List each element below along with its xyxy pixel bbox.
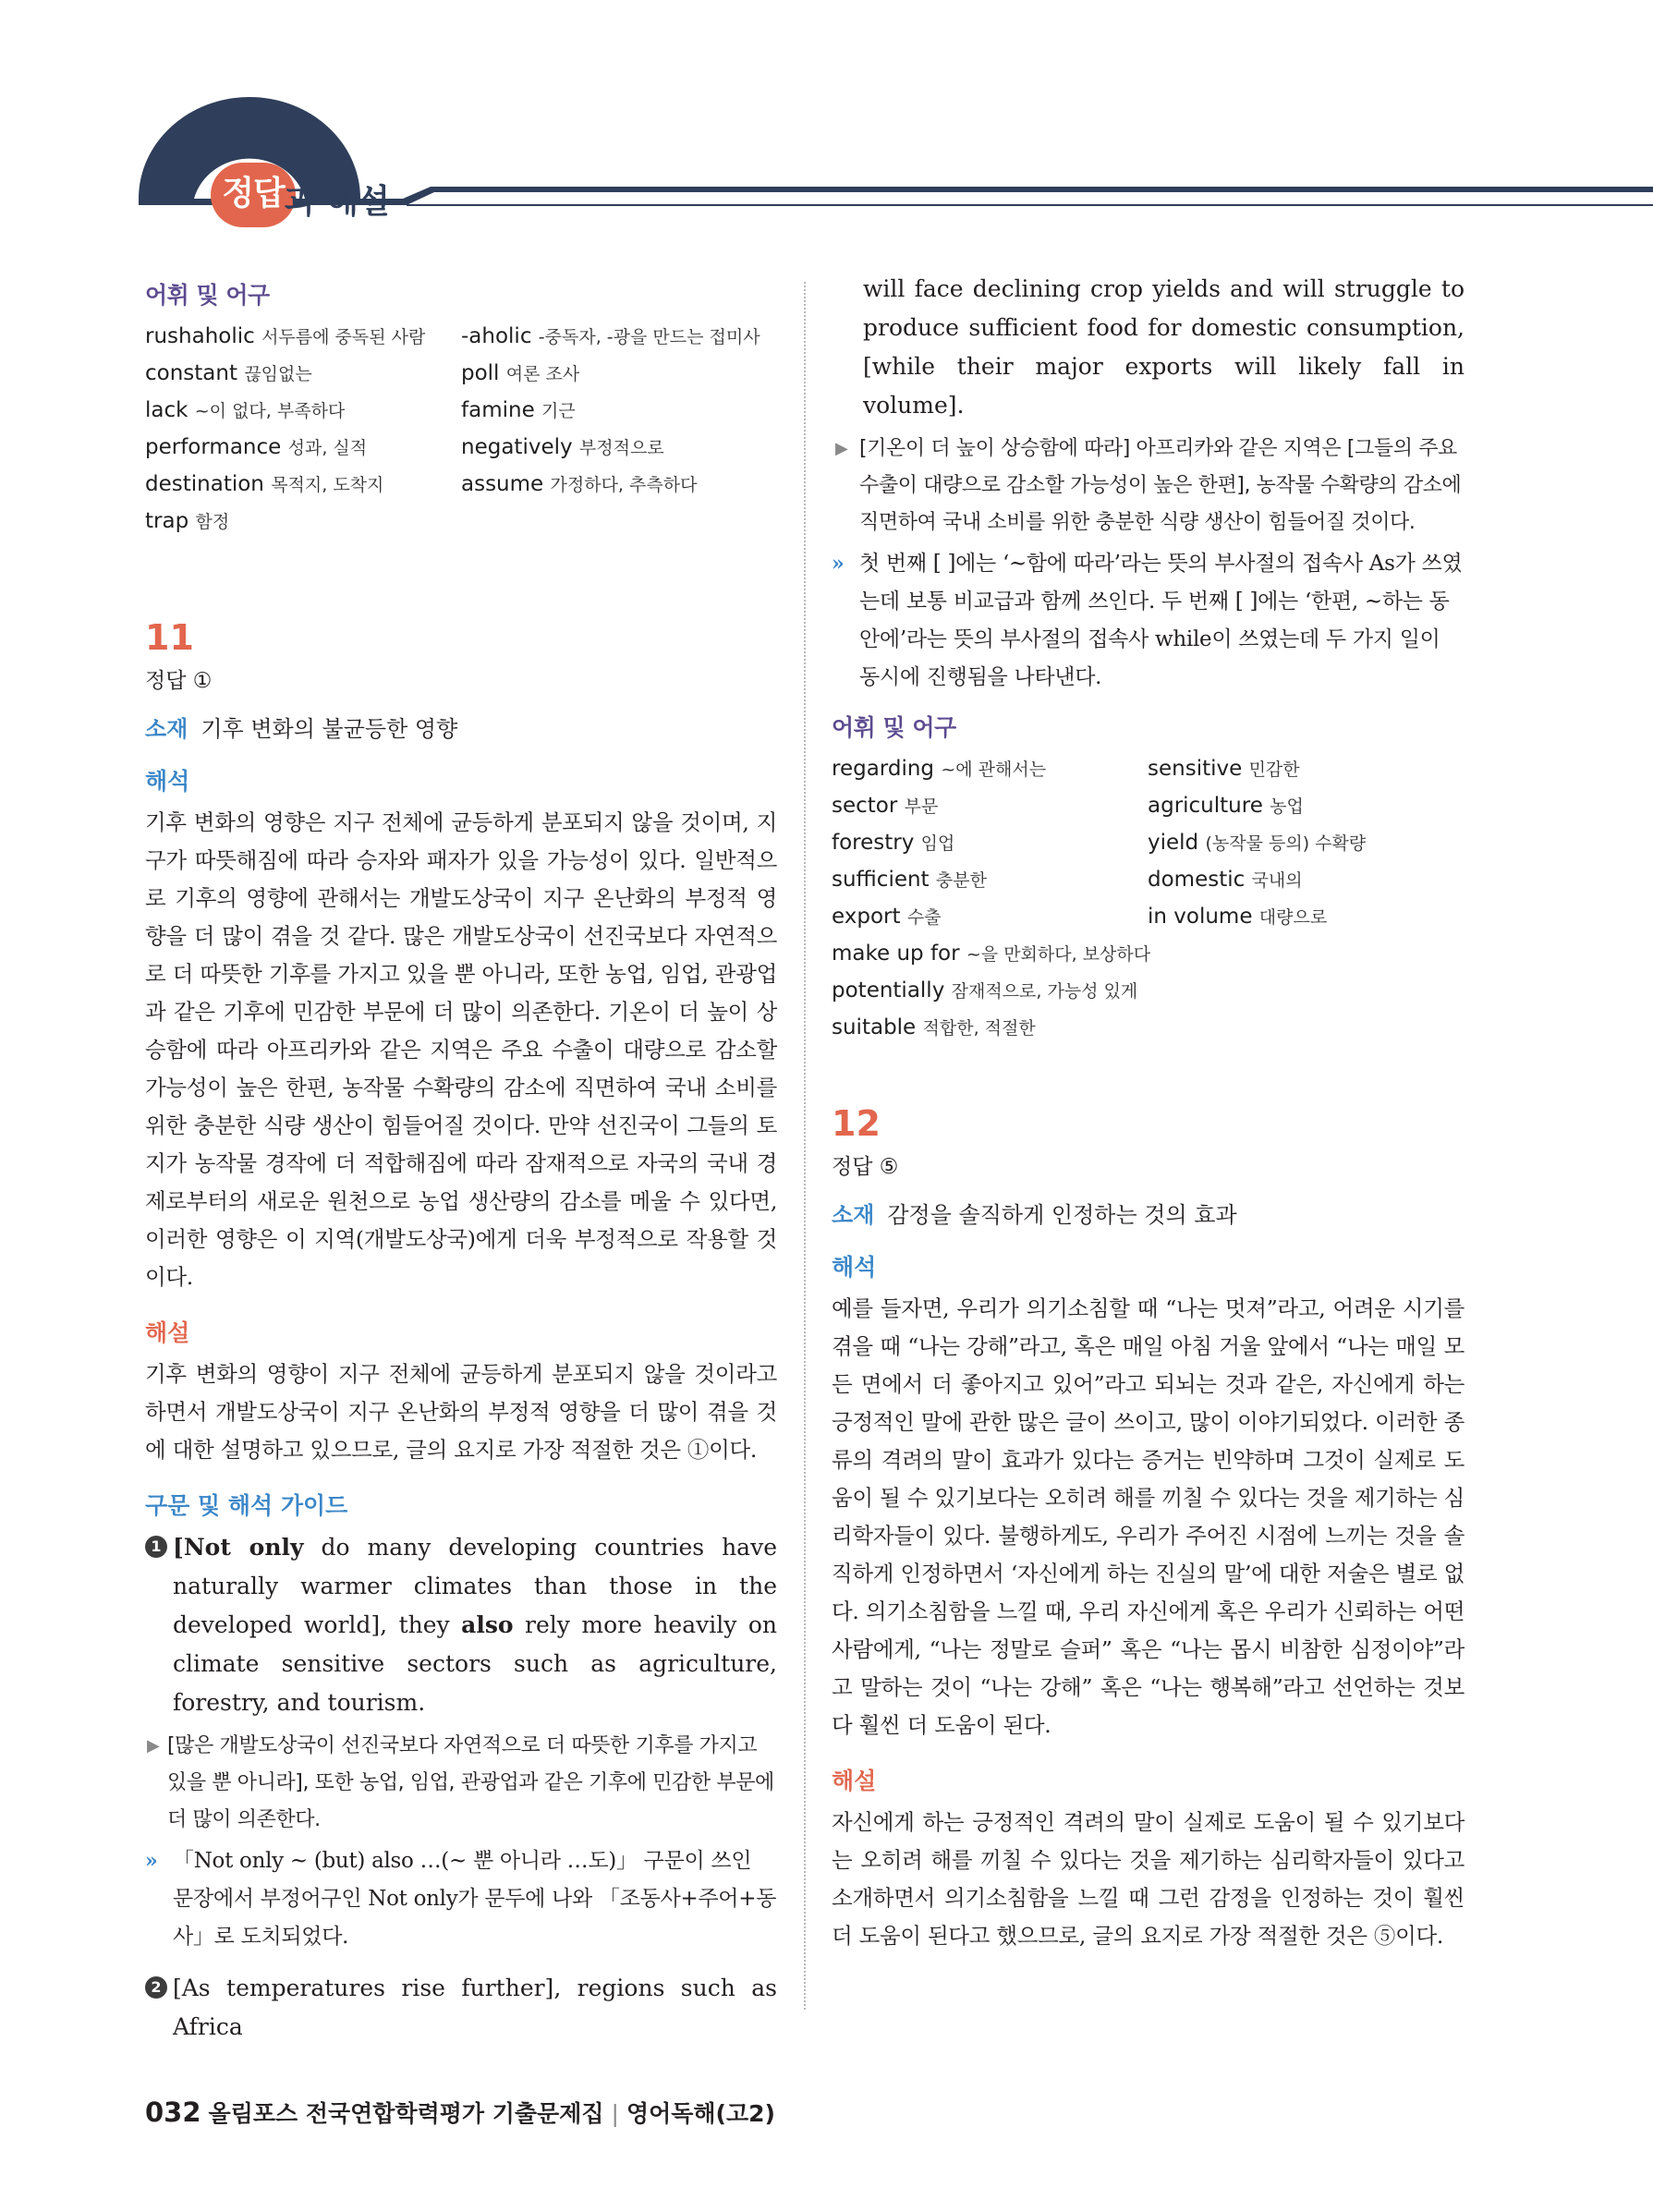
vocab-list — [832, 756, 1465, 931]
vocab-item — [145, 508, 461, 536]
vocab-meaning: 대량으로 — [1258, 907, 1328, 928]
page-number: 032 — [145, 2097, 201, 2128]
vocab-word: constant — [145, 361, 237, 385]
example-sentence-1 — [145, 1528, 777, 1722]
vocab-item — [145, 397, 461, 425]
vocab-heading: 어휘 및 어구 — [145, 282, 270, 309]
guide-heading: 구문 및 해석 가이드 — [145, 1492, 348, 1519]
vocab-meaning: 가정하다, 추측하다 — [550, 475, 698, 495]
vocab-meaning: 국내의 — [1251, 870, 1303, 891]
answer-line: 정답 ① — [145, 669, 213, 693]
vocab-meaning: 충분한 — [935, 870, 987, 891]
vocab-item — [1148, 793, 1464, 820]
topic-text: 감정을 솔직하게 인정하는 것의 효과 — [887, 1202, 1237, 1228]
vocab-word: suitable — [832, 1015, 917, 1039]
example-sentence-2 — [145, 1969, 777, 2047]
example-text: will face declining crop yields and will struggle to produce sufficient food for domestic consumption, [while their major exports will likely fall in volume]. — [863, 275, 1465, 419]
example-translation-1 — [145, 1728, 777, 1839]
triangle-icon: ▶ — [835, 439, 848, 458]
translation-heading: 해석 — [145, 768, 190, 795]
vocab-list — [145, 323, 777, 536]
vocab-list-single — [832, 941, 1465, 1042]
answer-badge: 정답 — [211, 163, 296, 227]
question-number: 11 — [145, 617, 194, 658]
translation-heading: 해석 — [832, 1254, 877, 1281]
vocab-item — [832, 793, 1148, 820]
vocab-word: sensitive — [1148, 757, 1243, 781]
translation-text: [기온이 더 높이 상승함에 따라] 아프리카와 같은 지역은 [그들의 주요 수출이 대량으로 감소할 가능성이 높은 한편], 농작물 수확량의 감소에 직면하여 국내 소비를 위한 충분한 식량 생산이 힘들어질 것이다. — [859, 437, 1462, 534]
translation-text: [많은 개발도상국이 선진국보다 자연적으로 더 따뜻한 기후를 가지고 있을 뿐 아니라], 또한 농업, 임업, 관광업과 같은 기후에 민감한 부문에 더 많이 의존한다. — [167, 1734, 774, 1831]
vocab-meaning: 농업 — [1270, 796, 1304, 817]
emph-also: also — [461, 1611, 514, 1638]
vocab-meaning: 민감한 — [1248, 760, 1300, 780]
note-text: 첫 번째 [ ]에는 ‘~함에 따라’라는 뜻의 부사절의 접속사 As가 쓰였는데 보통 비교급과 함께 쓰인다. 두 번째 [ ]에는 ‘한편, ~하는 동안에’라는 뜻의 부사절의 접속사 while이 쓰였는데 두 가지 일이 동시에 진행됨을 나타낸다. — [859, 552, 1463, 689]
triangle-icon: ▶ — [147, 1736, 160, 1756]
vocab-word: rushaholic — [145, 324, 255, 348]
vocab-meaning: 적합한, 적절한 — [922, 1018, 1036, 1039]
vocab-meaning: 목적지, 도착지 — [271, 475, 384, 495]
vocab-item — [145, 323, 461, 351]
vocab-meaning: 함정 — [195, 512, 230, 532]
vocab-word: regarding — [832, 757, 935, 781]
example-number-2: 2 — [145, 1976, 167, 1999]
vocab-meaning: 여론 조사 — [505, 364, 580, 384]
topic-text: 기후 변화의 불균등한 영향 — [201, 716, 458, 742]
vocab-word: performance — [145, 435, 282, 459]
vocab-meaning: 서두름에 중독된 사람 — [261, 327, 426, 347]
vocab-item — [461, 360, 777, 388]
vocab-word: trap — [145, 509, 189, 533]
double-chevron-icon: » — [145, 1849, 158, 1873]
vocab-meaning: 부정적으로 — [578, 438, 664, 458]
vocab-meaning: -중독자, -광을 만드는 접미사 — [538, 327, 760, 347]
example-sentence-2-cont — [832, 270, 1465, 425]
example-text: do many developing countries have naturally warmer climates than those in the developed world], they — [173, 1534, 778, 1638]
note-text: 「Not only ~ (but) also …(~ 뿐 아니라 …도)」 구문이 쓰인 문장에서 부정어구인 Not only가 문두에 나와 「조동사+주어+동사」로 도치되었다. — [173, 1849, 777, 1949]
vocab-word: forestry — [832, 831, 915, 855]
vocab-meaning: (농작물 등의) 수확량 — [1205, 833, 1367, 854]
explanation-text: 기후 변화의 영향이 지구 전체에 균등하게 분포되지 않을 것이라고 하면서 개발도상국이 지구 온난화의 부정적 영향을 더 많이 겪을 것에 대한 설명하고 있으므로, 글의 요지로 가장 적절한 것은 ①이다. — [145, 1361, 777, 1463]
page-header — [0, 0, 1653, 240]
vocab-meaning: 부문 — [904, 796, 939, 817]
vocab-word: lack — [145, 398, 188, 422]
vocab-item — [832, 1015, 1464, 1042]
vocab-word: export — [832, 905, 901, 929]
vocab-item — [461, 397, 777, 425]
vocab-word: sufficient — [832, 868, 930, 892]
vocab-meaning: 성과, 실적 — [287, 438, 368, 458]
vocab-meaning: ~에 관해서는 — [941, 760, 1047, 780]
vocab-meaning: ~이 없다, 부족하다 — [194, 401, 346, 421]
vocab-item — [145, 360, 461, 388]
vocab-word: destination — [145, 472, 264, 496]
vocab-item — [461, 471, 777, 499]
book-title: 올림포스 전국연합학력평가 기출문제집 — [208, 2100, 604, 2127]
vocab-meaning: 잠재적으로, 가능성 있게 — [951, 981, 1138, 1002]
translation-text: 기후 변화의 영향은 지구 전체에 균등하게 분포되지 않을 것이며, 지구가 따뜻해짐에 따라 승자와 패자가 있을 가능성이 있다. 일반적으로 기후의 영향에 관해서는 개발도상국이 지구 온난화의 부정적 영향을 더 많이 겪을 것 같다. 많은 개발도상국이 선진국보다 자연적으로 더 따뜻한 기후를 가지고 있을 뿐 아니라, 또한 농업, 임업, 관광업과 같은 기후에 민감한 부문에 더 많이 의존한다. 기온이 더 높이 상승함에 따라 아프리카와 같은 지역은 주요 수출이 대량으로 감소할 가능성이 높은 한편, 농작물 수확량의 감소에 직면하여 국내 소비를 위한 충분한 식량 생산이 힘들어질 것이다. 만약 선진국이 그들의 토지가 농작물 경작에 더 적합해짐에 따라 잠재적으로 자국의 국내 경제로부터의 새로운 원천으로 농업 생산량의 감소를 메울 수 있다면, 이러한 영향은 이 지역(개발도상국)에게 더욱 부정적으로 작용할 것이다. — [145, 809, 777, 1290]
vocab-item — [1148, 904, 1464, 931]
double-chevron-icon: » — [832, 552, 845, 576]
topic-label: 소재 — [145, 716, 188, 742]
left-column — [145, 277, 777, 2052]
vocab-word: famine — [461, 398, 535, 422]
vocab-meaning: 임업 — [920, 833, 955, 854]
vocab-item — [832, 867, 1148, 894]
vocab-word: in volume — [1148, 905, 1253, 929]
explanation-text: 자신에게 하는 긍정적인 격려의 말이 실제로 도움이 될 수 있기보다는 오히려 해를 끼칠 수 있다는 것을 제기하는 심리학자들이 있다고 소개하면서 의기소침함을 느낄 때 그런 감정을 인정하는 것이 훨씬 더 도움이 된다고 했으므로, 글의 요지로 가장 적절한 것은 ⑤이다. — [832, 1809, 1465, 1949]
vocab-item — [461, 323, 777, 351]
vocab-item — [832, 978, 1464, 1005]
example-text: rely more heavily on climate sensitive sectors such as agriculture, forestry, and tourism. — [173, 1611, 777, 1716]
vocab-item — [832, 904, 1148, 931]
grammar-note-1 — [145, 1842, 777, 1956]
vocab-item — [832, 830, 1148, 857]
vocab-heading: 어휘 및 어구 — [832, 714, 956, 741]
section-title: 과 해설 — [285, 183, 389, 221]
vocab-meaning: 기근 — [541, 401, 576, 421]
vocab-item — [461, 434, 777, 462]
vocab-word: potentially — [832, 978, 945, 1003]
vocab-meaning: 수출 — [906, 907, 942, 928]
topic-line — [145, 711, 777, 743]
vocab-meaning: ~을 만회하다, 보상하다 — [966, 944, 1151, 965]
subject-title: 영어독해(고2) — [626, 2100, 775, 2127]
vocab-word: poll — [461, 361, 500, 385]
vocab-word: sector — [832, 794, 898, 818]
translation-text: 예를 들자면, 우리가 의기소침할 때 “나는 멋져”라고, 어려운 시기를 겪을 때 “나는 강해”라고, 혹은 매일 아침 거울 앞에서 “나는 매일 모든 면에서 더 좋아지고 있어”라고 되뇌는 것과 같은, 자신에게 하는 긍정적인 말에 관한 많은 글이 쓰이고, 많이 이야기되었다. 이러한 종류의 격려의 말이 효과가 있다는 증거는 빈약하며 그것이 실제로 도움이 될 수 있기보다는 오히려 해를 끼칠 수 있다는 것을 제기하는 심리학자들이 있다. 불행하게도, 우리가 주어진 시점에 느끼는 것을 솔직하게 인정하면서 ‘자신에게 하는 진실의 말’에 대한 저술은 별로 없다. 의기소침함을 느낄 때, 우리 자신에게 혹은 우리가 신뢰하는 어떤 사람에게, “나는 정말로 슬퍼” 혹은 “나는 몹시 비참한 심정이야”라고 말하는 것이 “나는 강해” 혹은 “나는 행복해”라고 선언하는 것보다 훨씬 더 도움이 된다. — [832, 1295, 1465, 1738]
answer-line: 정답 ⑤ — [832, 1155, 899, 1179]
vocab-item — [832, 941, 1464, 968]
vocab-item — [145, 471, 461, 499]
vocab-word: agriculture — [1148, 794, 1263, 818]
example-number-1: 1 — [145, 1536, 167, 1558]
vocab-item — [832, 756, 1148, 784]
vocab-word: assume — [461, 472, 544, 496]
explanation-heading: 해설 — [832, 1768, 877, 1794]
column-divider — [804, 282, 806, 2010]
vocab-word: make up for — [832, 942, 960, 966]
vocab-item — [1148, 756, 1464, 784]
topic-label: 소재 — [832, 1202, 875, 1228]
right-column — [832, 277, 1465, 1974]
vocab-meaning: 끊임없는 — [244, 364, 312, 384]
question-number: 12 — [832, 1103, 881, 1144]
emph-not-only: [Not only — [173, 1534, 304, 1561]
example-text: [As temperatures rise further], regions such as Africa — [173, 1975, 777, 2040]
vocab-word: negatively — [461, 435, 573, 459]
vocab-item — [145, 434, 461, 462]
topic-line — [832, 1197, 1465, 1229]
grammar-note-2 — [832, 545, 1465, 697]
explanation-heading: 해설 — [145, 1319, 190, 1346]
example-translation-2 — [832, 431, 1465, 541]
page-footer — [145, 2096, 775, 2129]
vocab-item — [1148, 830, 1464, 857]
vocab-word: -aholic — [461, 324, 532, 348]
vocab-word: domestic — [1148, 868, 1246, 892]
footer-separator: | — [611, 2100, 619, 2127]
vocab-item — [1148, 867, 1464, 894]
vocab-word: yield — [1148, 831, 1199, 855]
